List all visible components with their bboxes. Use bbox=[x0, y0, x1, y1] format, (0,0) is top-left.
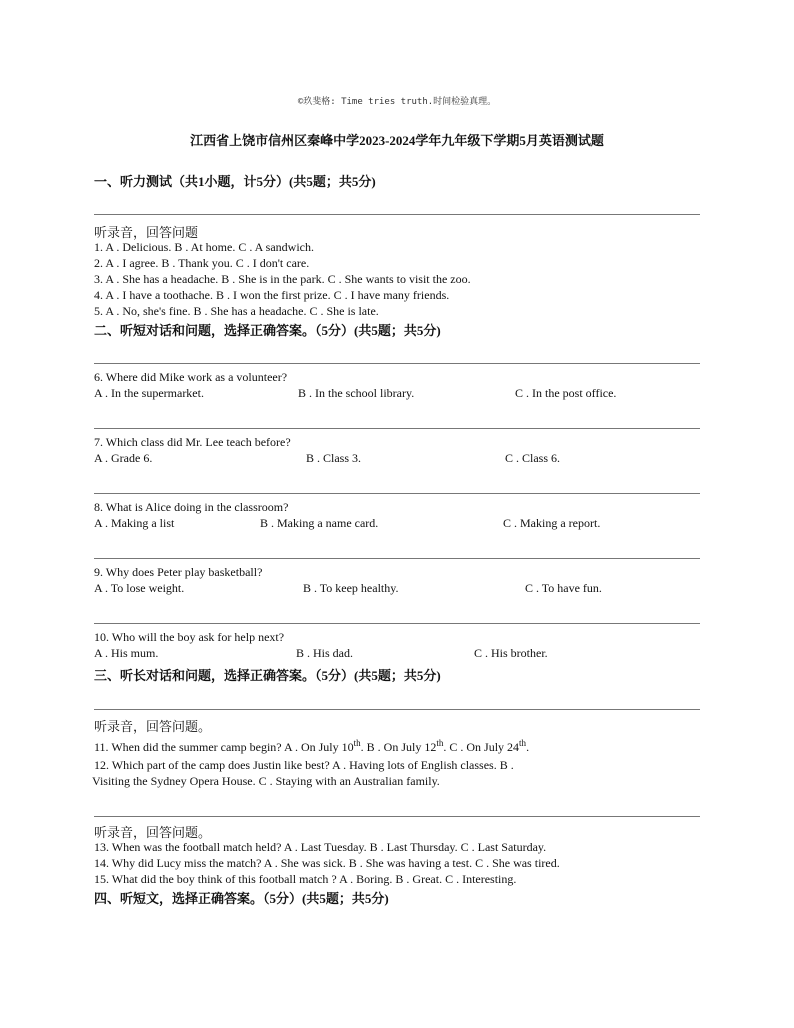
q9-option-a: A . To lose weight. bbox=[94, 581, 185, 595]
divider bbox=[94, 363, 700, 364]
question-12: 12. Which part of the camp does Justin like best? A . Having lots of English classes. B . bbox=[94, 758, 514, 772]
q9-option-b: B . To keep healthy. bbox=[303, 581, 399, 595]
question-7: 7. Which class did Mr. Lee teach before? bbox=[94, 435, 291, 449]
question-4: 4. A . I have a toothache. B . I won the first prize. C . I have many friends. bbox=[94, 288, 450, 302]
q8-option-a: A . Making a list bbox=[94, 516, 175, 530]
question-2: 2. A . I agree. B . Thank you. C . I don't care. bbox=[94, 256, 310, 270]
q10-option-a: A . His mum. bbox=[94, 646, 159, 660]
divider bbox=[94, 558, 700, 559]
divider bbox=[94, 709, 700, 710]
q6-option-a: A . In the supermarket. bbox=[94, 386, 204, 400]
question-5: 5. A . No, she's fine. B . She has a headache. C . She is late. bbox=[94, 304, 379, 318]
question-11: 11. When did the summer camp begin? A . On July 10th. B . On July 12th. C . On July 24th. bbox=[94, 738, 530, 754]
q7-option-c: C . Class 6. bbox=[505, 451, 561, 465]
q9-option-c: C . To have fun. bbox=[525, 581, 602, 595]
question-10: 10. Who will the boy ask for help next? bbox=[94, 630, 285, 644]
section-1-heading: 一、听力测试（共1小题，计5分）(共5题；共5分) bbox=[94, 174, 376, 189]
divider bbox=[94, 623, 700, 624]
question-13: 13. When was the football match held? A . Last Tuesday. B . Last Thursday. C . Last Saturday. bbox=[94, 840, 547, 854]
question-9: 9. Why does Peter play basketball? bbox=[94, 565, 263, 579]
q10-option-b: B . His dad. bbox=[296, 646, 353, 660]
section-2-heading: 二、听短对话和问题，选择正确答案。（5分）(共5题；共5分) bbox=[94, 323, 441, 338]
q6-option-c: C . In the post office. bbox=[515, 386, 617, 400]
q8-option-b: B . Making a name card. bbox=[260, 516, 379, 530]
q8-option-c: C . Making a report. bbox=[503, 516, 601, 530]
q7-option-a: A . Grade 6. bbox=[94, 451, 153, 465]
section-4-heading: 四、听短文，选择正确答案。（5分）(共5题；共5分) bbox=[94, 891, 389, 906]
part3-instruction: 听录音，回答问题。 bbox=[94, 719, 212, 734]
question-15: 15. What did the boy think of this football match ? A . Boring. B . Great. C . Interesting. bbox=[94, 872, 517, 886]
part1-instruction: 听录音，回答问题 bbox=[94, 225, 199, 240]
divider bbox=[94, 493, 700, 494]
divider bbox=[94, 428, 700, 429]
question-1: 1. A . Delicious. B . At home. C . A sandwich. bbox=[94, 240, 315, 254]
question-14: 14. Why did Lucy miss the match? A . She was sick. B . She was having a test. C . She was tired. bbox=[94, 856, 560, 870]
section-3-heading: 三、听长对话和问题，选择正确答案。（5分）(共5题；共5分) bbox=[94, 668, 441, 683]
divider bbox=[94, 816, 700, 817]
question-6: 6. Where did Mike work as a volunteer? bbox=[94, 370, 288, 384]
q6-option-b: B . In the school library. bbox=[298, 386, 415, 400]
question-8: 8. What is Alice doing in the classroom? bbox=[94, 500, 289, 514]
question-12-cont: Visiting the Sydney Opera House. C . Staying with an Australian family. bbox=[92, 774, 440, 788]
page-header: ©玖斐格: Time tries truth.时间检验真理。 bbox=[297, 97, 497, 107]
q7-option-b: B . Class 3. bbox=[306, 451, 362, 465]
page-title: 江西省上饶市信州区秦峰中学2023-2024学年九年级下学期5月英语测试题 bbox=[190, 133, 604, 148]
part3-instruction-2: 听录音，回答问题。 bbox=[94, 825, 212, 840]
question-3: 3. A . She has a headache. B . She is in the park. C . She wants to visit the zoo. bbox=[94, 272, 471, 286]
divider bbox=[94, 214, 700, 215]
q10-option-c: C . His brother. bbox=[474, 646, 548, 660]
